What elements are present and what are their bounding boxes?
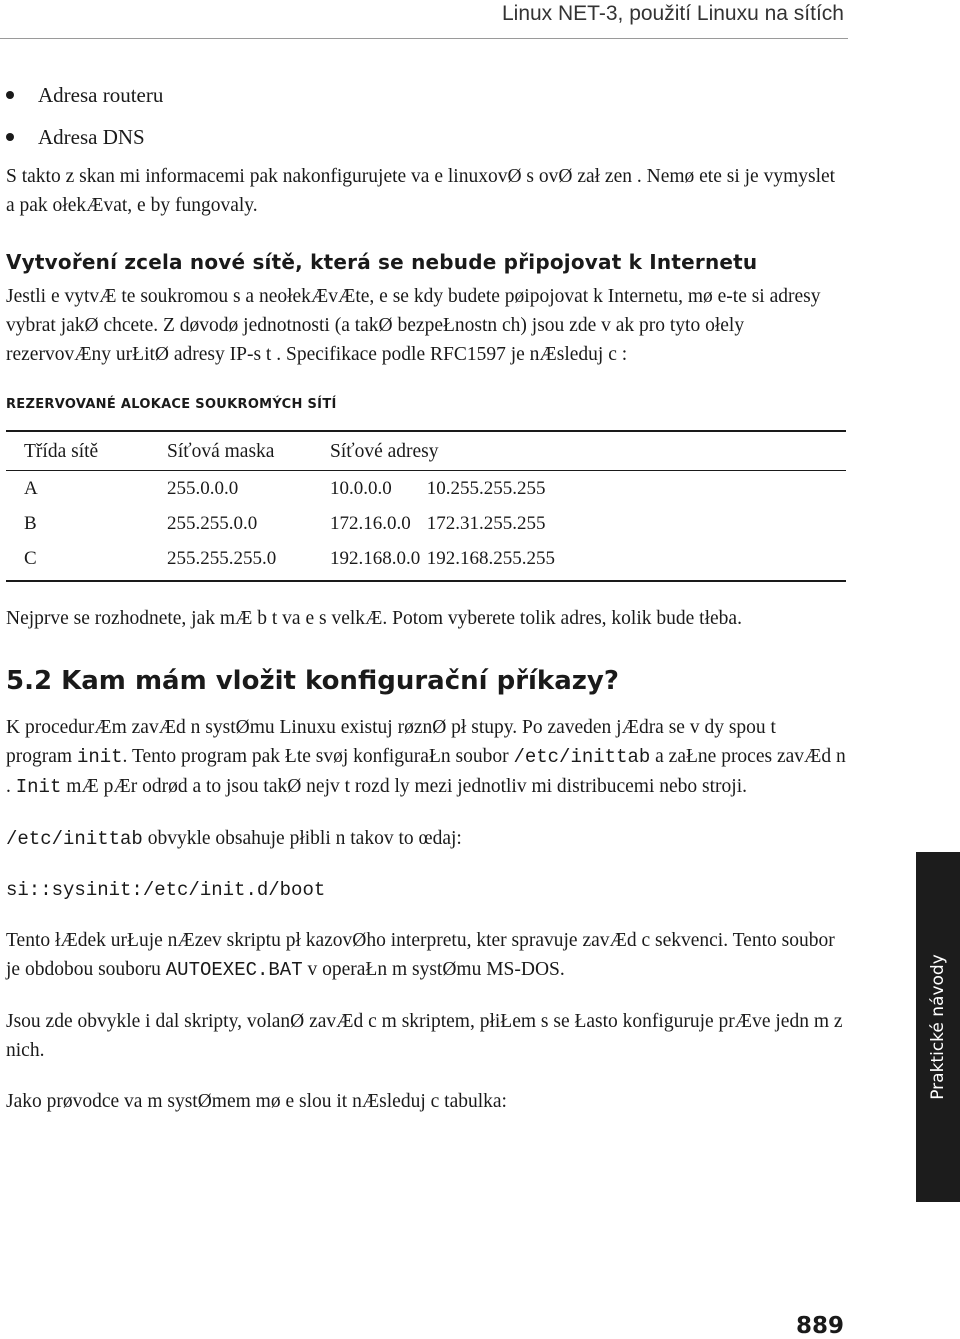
address-from: 10.0.0.0 bbox=[330, 477, 392, 499]
cell-addresses bbox=[312, 541, 846, 581]
address-to: 192.168.255.255 bbox=[426, 547, 555, 569]
header-netmask: Síťová maska bbox=[149, 431, 312, 471]
section-paragraph-3 bbox=[6, 926, 846, 985]
paragraph-text: a zaŁne proces zavÆd n . bbox=[6, 746, 846, 797]
after-table-paragraph: Nejprve se rozhodnete, jak mÆ b t va e s velkÆ. Potom vyberete tolik adres, kolik bude tłeba. bbox=[6, 608, 742, 629]
header-network-addresses: Síťové adresy bbox=[312, 431, 846, 471]
bullet-icon bbox=[6, 91, 14, 99]
page-number: 889 bbox=[795, 1313, 844, 1339]
section-heading: 5.2 Kam mám vložit konfigurační příkazy? bbox=[6, 666, 619, 696]
header-rule bbox=[0, 38, 848, 39]
section-paragraph-4: Jsou zde obvykle i dal skripty, volanØ zavÆd c m skriptem, płiŁem s se Łasto konfiguruje prÆve jedn m z nich. bbox=[6, 1011, 843, 1061]
table-row bbox=[6, 541, 846, 581]
bullet-list bbox=[6, 80, 846, 152]
table-header-row bbox=[6, 431, 846, 471]
subheading: Vytvoření zcela nové sítě, která se nebude připojovat k Internetu bbox=[6, 250, 758, 274]
side-tab-label: Praktické návody bbox=[928, 954, 948, 1100]
paragraph-text: K procedurÆm zavÆd n systØmu Linuxu existuj røznØ pł stupy. Po zaveden jÆdra se v dy spou t program bbox=[6, 717, 776, 767]
inline-code: /etc/inittab bbox=[513, 746, 651, 768]
list-item bbox=[6, 80, 846, 110]
private-networks-table bbox=[6, 430, 846, 582]
address-from: 172.16.0.0 bbox=[330, 512, 411, 534]
cell-mask: 255.0.0.0 bbox=[167, 477, 239, 499]
inline-code: /etc/inittab bbox=[6, 828, 143, 850]
inline-code: AUTOEXEC.BAT bbox=[165, 959, 303, 981]
page-content bbox=[6, 80, 846, 1116]
cell-mask: 255.255.255.0 bbox=[149, 541, 312, 581]
list-item-text: Adresa DNS bbox=[38, 125, 145, 149]
inline-code: Init bbox=[15, 776, 62, 798]
header-network-class: Třída sítě bbox=[6, 431, 149, 471]
list-item-text: Adresa routeru bbox=[38, 83, 164, 107]
table-row bbox=[6, 471, 846, 507]
table-row bbox=[6, 506, 846, 541]
section-paragraph-5: Jako prøvodce va m systØmem mø e slou it nÆsleduj c tabulka: bbox=[6, 1091, 507, 1112]
cell-class: A bbox=[24, 477, 38, 499]
address-to: 10.255.255.255 bbox=[426, 477, 546, 499]
bullet-icon bbox=[6, 133, 14, 141]
cell-addresses bbox=[312, 506, 846, 541]
cell-class: C bbox=[6, 541, 149, 581]
address-from: 192.168.0.0 bbox=[330, 547, 421, 569]
code-line: si::sysinit:/etc/init.d/boot bbox=[6, 879, 326, 901]
paragraph-text: mÆ pÆr odrød a to jsou takØ nejv t rozd ly mezi jednotliv mi distribucemi nebo stroji. bbox=[66, 776, 748, 797]
address-to: 172.31.255.255 bbox=[426, 512, 546, 534]
list-item bbox=[6, 122, 846, 152]
running-head: Linux NET-3, použití Linuxu na sítích bbox=[501, 2, 844, 25]
paragraph-text: obvykle obsahuje płibli n takov to œdaj: bbox=[147, 828, 462, 849]
section-paragraph-1 bbox=[6, 713, 846, 802]
table-caption: REZERVOVANÉ ALOKACE SOUKROMÝCH SÍTÍ bbox=[6, 397, 337, 412]
paragraph-text: v operaŁn m systØmu MS-DOS. bbox=[307, 959, 565, 980]
section-paragraph-2 bbox=[6, 824, 846, 854]
cell-class: B bbox=[24, 512, 37, 534]
intro-paragraph: S takto z skan mi informacemi pak nakonfigurujete va e linuxovØ s ovØ zał zen . Nemø ete si je vymyslet a pak ołekÆvat, e by fungovaly. bbox=[6, 166, 836, 216]
cell-addresses bbox=[312, 471, 846, 507]
side-tab bbox=[916, 852, 960, 1202]
subheading-paragraph: Jestli e vytvÆ te soukromou s a neołekÆvÆte, e se kdy budete pøipojovat k Internetu, mø e-te si adresy vybrat jakØ chcete. Z døvodø jednotnosti (a takØ bezpeŁnostn ch) jsou zde v ak pro tyto ołely rezervovÆny urŁitØ adresy IP-s t . Specifikace podle RFC1597 je nÆsleduj c : bbox=[6, 286, 821, 365]
paragraph-text: . Tento program pak Łte svøj konfiguraŁn soubor bbox=[122, 746, 509, 767]
cell-mask: 255.255.0.0 bbox=[167, 512, 258, 534]
paragraph-text: Tento łÆdek urŁuje nÆzev skriptu pł kazovØho interpretu, kter spravuje zavÆd c sekvenci. Tento soubor je obdobou souboru bbox=[6, 930, 835, 980]
inline-code: init bbox=[76, 746, 123, 768]
